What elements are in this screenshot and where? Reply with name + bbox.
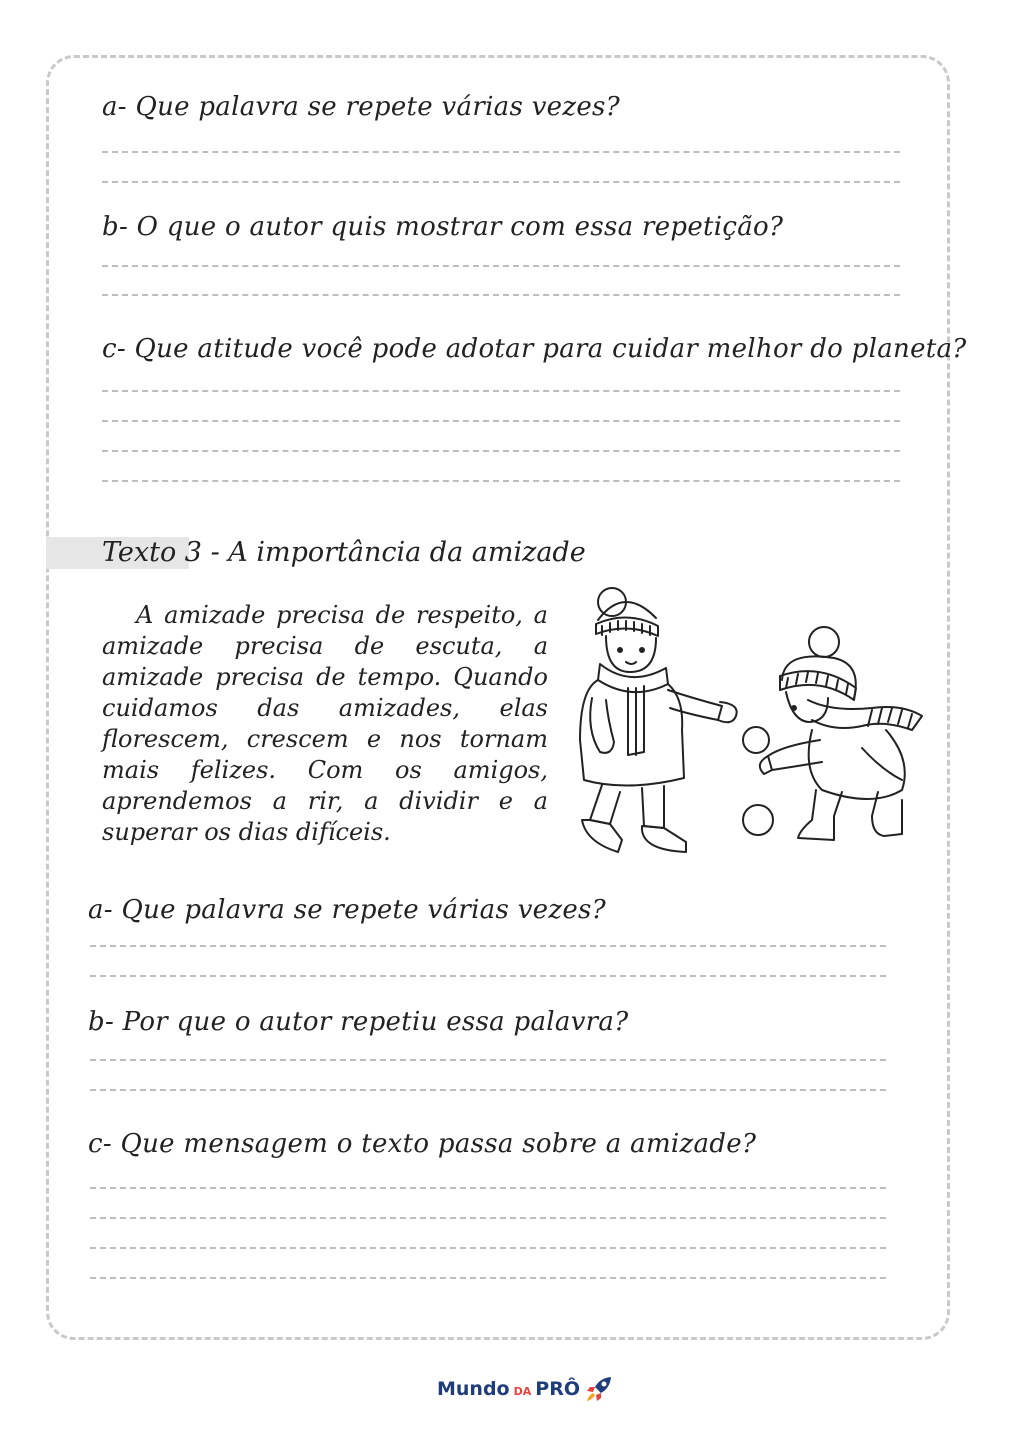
- answer-line[interactable]: [90, 1217, 886, 1219]
- answer-line[interactable]: [90, 1187, 886, 1189]
- answer-line[interactable]: [102, 420, 900, 422]
- brand-end: PRÔ: [535, 1378, 580, 1400]
- answer-line[interactable]: [102, 265, 900, 267]
- children-building-snowman-illustration: [572, 580, 927, 865]
- question-b-2: b- Por que o autor repetiu essa palavra?: [88, 1007, 629, 1037]
- rocket-icon: [584, 1374, 614, 1404]
- brand-main: Mundo: [437, 1378, 510, 1400]
- answer-line[interactable]: [102, 294, 900, 296]
- question-c-1: c- Que atitude você pode adotar para cuidar melhor do planeta?: [102, 334, 967, 364]
- text-title: Texto 3 - A importância da amizade: [102, 537, 586, 568]
- answer-line[interactable]: [102, 151, 900, 153]
- answer-line[interactable]: [90, 1089, 886, 1091]
- answer-line[interactable]: [90, 975, 886, 977]
- answer-line[interactable]: [102, 450, 900, 452]
- brand-logo: [437, 1374, 614, 1404]
- answer-line[interactable]: [90, 1247, 886, 1249]
- passage-text: A amizade precisa de respeito, a amizade precisa de escuta, a amizade precisa de tempo. Quando cuidamos das amizades, elas florescem, crescem e nos tornam mais felizes. Com os amigos, aprendemos a rir, a dividir e a superar os dias difíceis.: [102, 601, 548, 846]
- answer-line[interactable]: [102, 480, 900, 482]
- answer-line[interactable]: [90, 1059, 886, 1061]
- brand-mid: DA: [513, 1384, 532, 1398]
- answer-line[interactable]: [102, 181, 900, 183]
- question-b-1: b- O que o autor quis mostrar com essa repetição?: [102, 212, 784, 242]
- question-a-2: a- Que palavra se repete várias vezes?: [88, 895, 606, 925]
- answer-line[interactable]: [102, 390, 900, 392]
- answer-line[interactable]: [90, 1277, 886, 1279]
- question-c-2: c- Que mensagem o texto passa sobre a amizade?: [88, 1129, 757, 1159]
- question-a-1: a- Que palavra se repete várias vezes?: [102, 92, 620, 122]
- answer-line[interactable]: [90, 945, 886, 947]
